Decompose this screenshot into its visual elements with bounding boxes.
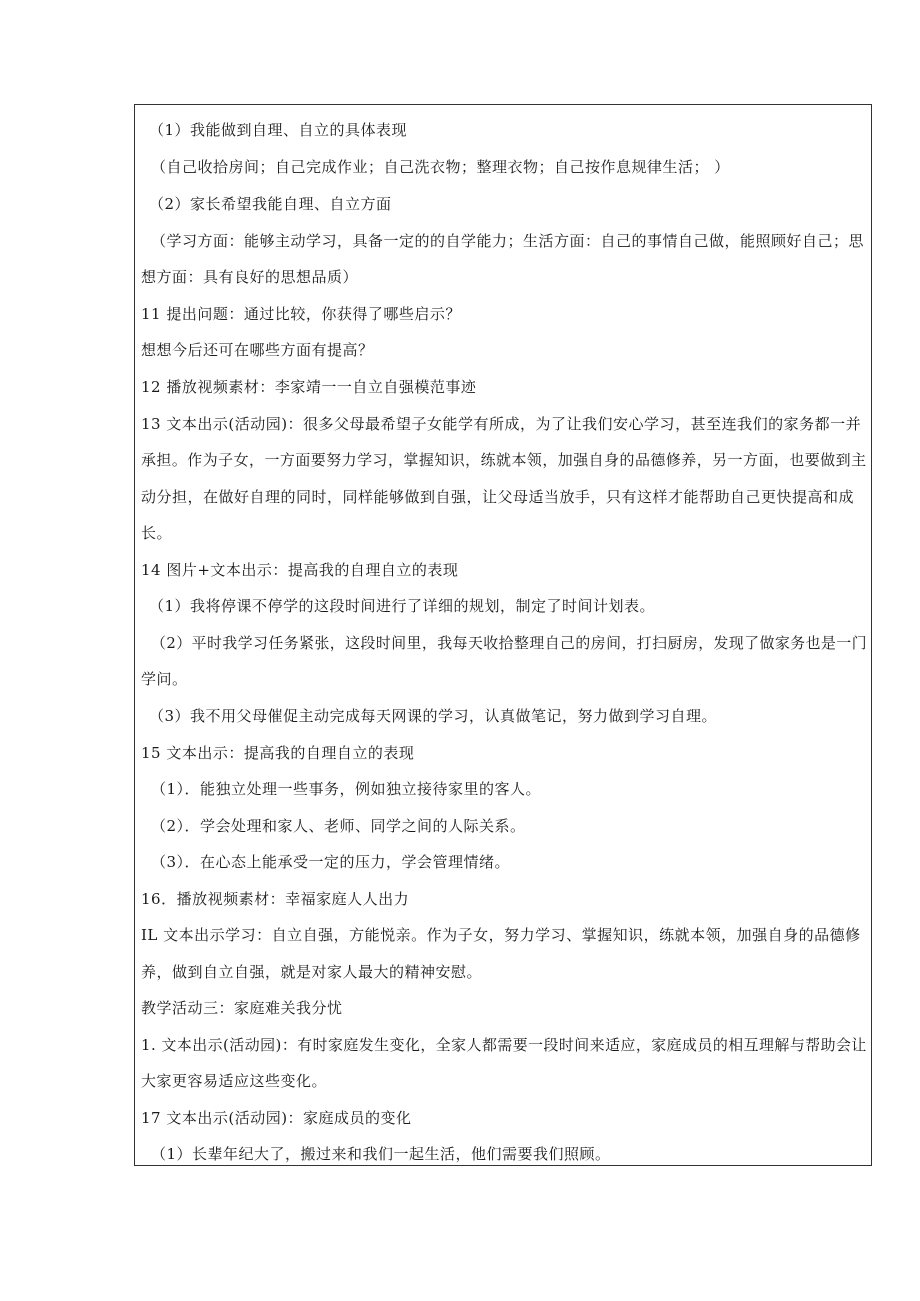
text-line: 想方面：具有良好的思想品质） [141,268,359,286]
text-line: 承担。作为子女，一方面要努力学习，掌握知识，练就本领，加强自身的品德修养，另一方面，也要做到主 [141,451,867,469]
text-line: 11 提出问题：通过比较，你获得了哪些启示？ [141,305,461,323]
text-line: 动分担，在做好自理的同时，同样能够做到自强，让父母适当放手，只有这样才能帮助自己更快提高和成 [141,488,855,506]
text-line: 16．播放视频素材：幸福家庭人人出力 [141,890,410,908]
text-line: 17 文本出示(活动园)：家庭成员的变化 [141,1109,412,1127]
text-line: （2）．学会处理和家人、老师、同学之间的人际关系。 [151,817,526,835]
text-line: 15 文本出示：提高我的自理自立的表现 [141,744,415,762]
text-line: 14 图片+文本出示：提高我的自理自立的表现 [141,561,459,579]
text-line: （1）长辈年纪大了，搬过来和我们一起生活，他们需要我们照顾。 [151,1145,611,1163]
text-line: IL 文本出示学习：自立自强，方能悦亲。作为子女，努力学习、掌握知识，练就本领，加强自身的品德修 [141,926,861,944]
text-line: （1）我将停课不停学的这段时间进行了详细的规划，制定了时间计划表。 [149,597,656,615]
table-cell-frame [134,104,872,1166]
text-line: （2）平时我学习任务紧张，这段时间里，我每天收拾整理自己的房间，打扫厨房，发现了做家务也是一门 [151,634,868,652]
text-line: 教学活动三：家庭难关我分忧 [141,999,343,1017]
text-line: 1. 文本出示(活动园)：有时家庭发生变化，全家人都需要一段时间来适应，家庭成员的相互理解与帮助会让 [141,1036,867,1054]
text-line: 13 文本出示(活动园)：很多父母最希望子女能学有所成，为了让我们安心学习，甚至连我们的家务都一并 [141,415,862,433]
text-line: 大家更容易适应这些变化。 [141,1072,328,1090]
text-line: 12 播放视频素材：李家靖一一自立自强模范事迹 [141,378,477,396]
text-line: （3）．在心态上能承受一定的压力，学会管理情绪。 [151,853,511,871]
text-line: （学习方面：能够主动学习，具备一定的的自学能力；生活方面：自己的事情自己做，能照顾好自己；思 [151,232,865,250]
text-line: （自己收拾房间；自己完成作业；自己洗衣物；整理衣物；自己按作息规律生活； ） [151,158,730,176]
text-line: 养，做到自立自强，就是对家人最大的精神安慰。 [141,963,483,981]
text-line: （3）我不用父母催促主动完成每天网课的学习，认真做笔记，努力做到学习自理。 [149,707,718,725]
text-line: 想想今后还可在哪些方面有提高？ [141,341,374,359]
text-line: （2）家长希望我能自理、自立方面 [149,195,392,213]
text-line: （1）我能做到自理、自立的具体表现 [149,121,408,139]
text-line: 长。 [141,524,173,542]
text-line: 学问。 [141,670,188,688]
text-line: （1）．能独立处理一些事务，例如独立接待家里的客人。 [151,780,542,798]
